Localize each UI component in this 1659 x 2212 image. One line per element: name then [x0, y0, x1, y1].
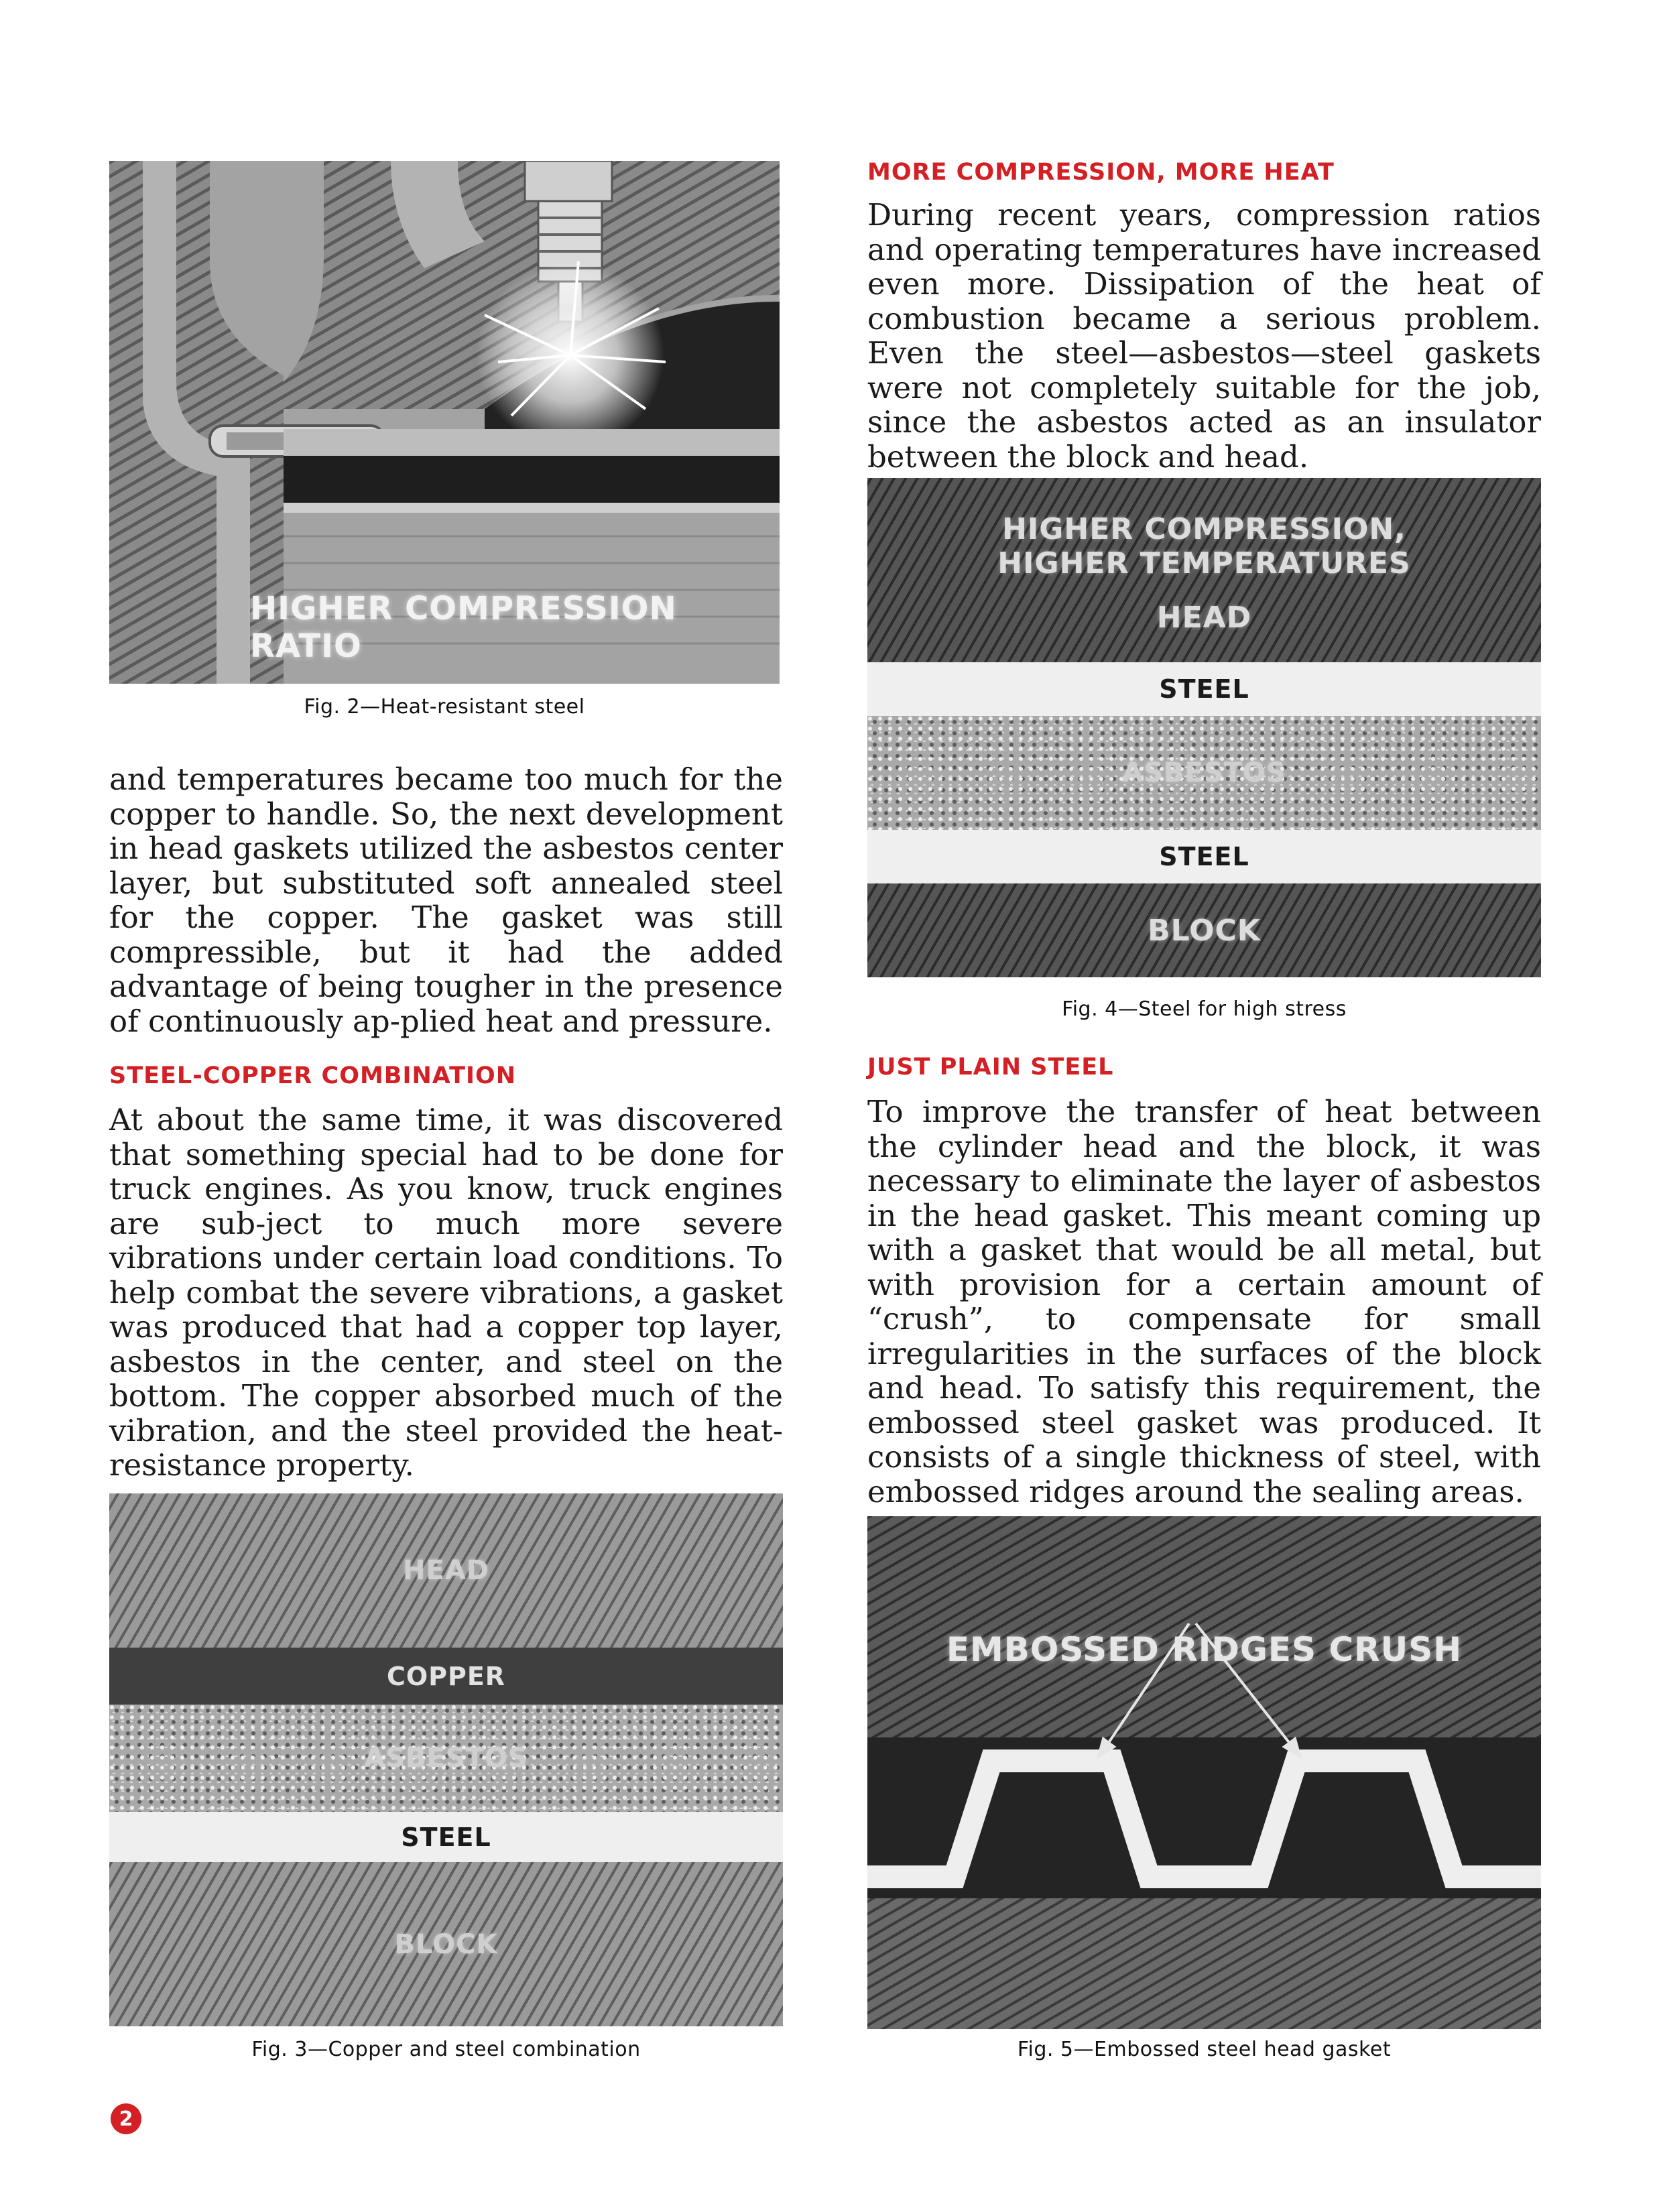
fig4-layer-steel-top: STEEL — [867, 662, 1541, 716]
fig4-layer-block: BLOCK — [867, 883, 1541, 977]
fig3-layer-head: HEAD — [109, 1493, 783, 1648]
fig2-label: HIGHER COMPRESSION RATIO — [250, 590, 677, 665]
fig4-illustration — [867, 478, 1541, 977]
fig3-layer-asbestos: ASBESTOS — [109, 1705, 783, 1812]
fig5-label: EMBOSSED RIDGES CRUSH — [946, 1630, 1463, 1669]
right-paragraph-2: To improve the transfer of heat between the cylinder head and the block, it was necessary to eliminate the layer of asbestos in the head gasket. This meant coming up with a gasket that would be all metal, but with provision for a certain amount of “crush”, to compensate for small irregularities in the surfaces of the block and head. To satisfy this requirement, the embossed steel gasket was produced. It consists of a single thickness of steel, with embossed ridges around the sealing areas. — [867, 1094, 1541, 1510]
fig3-layer-copper: COPPER — [109, 1648, 783, 1705]
heading-steel-copper: STEEL-COPPER COMBINATION — [109, 1062, 517, 1089]
left-paragraph-2: At about the same time, it was discovered that something special had to be done for truck engines. As you know, truck engines are sub-ject to much more severe vibrations under certain load conditions. To help combat the severe vibrations, a gasket was produced that had a copper top layer, asbestos in the center, and steel on the bottom. The copper absorbed much of the vibration, and the steel provided the heat-resistance property. — [109, 1102, 783, 1483]
heading-just-plain-steel: JUST PLAIN STEEL — [867, 1054, 1114, 1081]
right-paragraph-1: During recent years, compression ratios and operating temperatures have increased even more. Dissipation of the heat of combustion became a serious problem. Even the steel—asbestos—steel gaskets were not completely suitable for the job, since the asbestos acted as an insulator between the block and head. — [867, 197, 1541, 475]
fig4-layer-steel-bottom: STEEL — [867, 830, 1541, 883]
fig4-caption: Fig. 4—Steel for high stress — [1062, 997, 1347, 1021]
fig2-illustration — [109, 161, 780, 684]
fig4-head-label: HEAD — [1156, 601, 1252, 635]
fig3-layer-block: BLOCK — [109, 1862, 783, 2026]
fig3-layer-steel: STEEL — [109, 1812, 783, 1862]
fig5-illustration — [867, 1516, 1541, 2029]
fig4-title-line2: HIGHER TEMPERATURES — [997, 546, 1411, 580]
fig3-caption: Fig. 3—Copper and steel combination — [251, 2038, 641, 2061]
fig4-title-line1: HIGHER COMPRESSION, — [1002, 512, 1406, 546]
heading-more-compression: MORE COMPRESSION, MORE HEAT — [867, 159, 1335, 186]
fig4-layer-head — [867, 478, 1541, 662]
fig3-illustration — [109, 1493, 783, 2026]
page-number-badge: 2 — [111, 2103, 141, 2134]
left-paragraph-1: and temperatures became too much for the copper to handle. So, the next development in head gaskets utilized the asbestos center layer, but substituted soft annealed steel for the copper. The gasket was still compressible, but it had the added advantage of being tougher in the presence of continuously ap-plied heat and pressure. — [109, 761, 783, 1039]
fig4-layer-asbestos: ASBESTOS — [867, 716, 1541, 830]
fig5-caption: Fig. 5—Embossed steel head gasket — [1017, 2038, 1392, 2061]
fig2-caption: Fig. 2—Heat-resistant steel — [304, 695, 585, 719]
fig5-embossed-diagram — [867, 1516, 1541, 2029]
